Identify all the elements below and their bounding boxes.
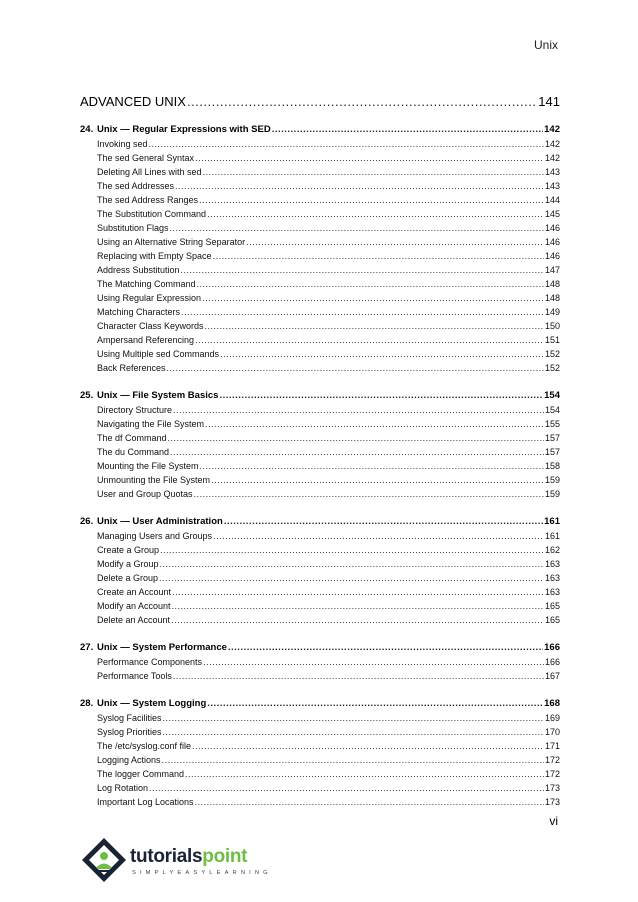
chapter-title: Unix — File System Basics — [97, 390, 219, 401]
chapter-heading[interactable] — [80, 641, 560, 655]
dot-leader — [207, 697, 543, 711]
entry-page: 172 — [544, 755, 560, 765]
entry-page: 162 — [544, 545, 560, 555]
chapter-24 — [80, 123, 560, 375]
logo-icon — [78, 834, 130, 890]
dot-leader — [272, 123, 543, 137]
logo-wordmark: tutorialspoint — [130, 846, 248, 867]
entry-page: 151 — [544, 335, 560, 345]
entry-title: The sed General Syntax — [97, 153, 195, 163]
toc-entry[interactable] — [80, 305, 560, 319]
toc-entry[interactable] — [80, 165, 560, 179]
toc-entry[interactable] — [80, 263, 560, 277]
chapter-26 — [80, 515, 560, 627]
dot-leader — [205, 417, 544, 431]
dot-leader — [163, 711, 544, 725]
entry-title: Syslog Priorities — [97, 727, 162, 737]
entry-page: 142 — [544, 139, 560, 149]
dot-leader — [219, 389, 543, 403]
entry-title: The sed Addresses — [97, 181, 175, 191]
entry-page: 165 — [544, 615, 560, 625]
toc-entry[interactable] — [80, 291, 560, 305]
entry-page: 152 — [544, 363, 560, 373]
toc-entry[interactable] — [80, 445, 560, 459]
entry-title: The sed Address Ranges — [97, 195, 199, 205]
dot-leader — [213, 529, 544, 543]
dot-leader — [195, 795, 544, 809]
toc-entry[interactable] — [80, 767, 560, 781]
entry-title: Logging Actions — [97, 755, 161, 765]
entry-page: 146 — [544, 223, 560, 233]
dot-leader — [168, 431, 544, 445]
dot-leader — [172, 599, 544, 613]
entry-page: 145 — [544, 209, 560, 219]
table-of-contents — [80, 123, 560, 823]
entry-title: The du Command — [97, 447, 170, 457]
entry-title: Navigating the File System — [97, 419, 205, 429]
entry-title: Character Class Keywords — [97, 321, 204, 331]
entry-title: Substitution Flags — [97, 223, 169, 233]
dot-leader — [172, 585, 544, 599]
dot-leader — [195, 333, 544, 347]
chapter-title: Unix — System Performance — [97, 642, 227, 653]
entry-title: Syslog Facilities — [97, 713, 162, 723]
dot-leader — [160, 557, 544, 571]
toc-entry[interactable] — [80, 277, 560, 291]
dot-leader — [197, 277, 544, 291]
chapter-title: Unix — User Administration — [97, 516, 223, 527]
entry-title: Using an Alternative String Separator — [97, 237, 246, 247]
dot-leader — [205, 319, 544, 333]
entry-page: 158 — [544, 461, 560, 471]
entry-page: 159 — [544, 489, 560, 499]
dot-leader — [181, 263, 544, 277]
chapter-page: 142 — [544, 124, 560, 135]
entry-page: 167 — [544, 671, 560, 681]
entry-title: Replacing with Empty Space — [97, 251, 212, 261]
part-heading[interactable] — [80, 94, 560, 109]
dot-leader — [194, 487, 544, 501]
chapter-27 — [80, 641, 560, 683]
entry-page: 149 — [544, 307, 560, 317]
toc-entry[interactable] — [80, 221, 560, 235]
toc-entry[interactable] — [80, 361, 560, 375]
toc-entry[interactable] — [80, 795, 560, 809]
chapter-28 — [80, 697, 560, 809]
entry-title: Important Log Locations — [97, 797, 194, 807]
entry-title: Managing Users and Groups — [97, 531, 213, 541]
dot-leader — [246, 235, 544, 249]
toc-entry[interactable] — [80, 179, 560, 193]
dot-leader — [202, 291, 544, 305]
entry-title: Modify a Group — [97, 559, 159, 569]
entry-page: 148 — [544, 279, 560, 289]
entry-page: 142 — [544, 153, 560, 163]
entry-title: Address Substitution — [97, 265, 180, 275]
dot-leader — [160, 543, 544, 557]
dot-leader — [220, 347, 544, 361]
dot-leader — [187, 94, 537, 109]
entry-title: Delete a Group — [97, 573, 159, 583]
entry-page: 173 — [544, 797, 560, 807]
chapter-heading[interactable] — [80, 697, 560, 711]
entry-page: 144 — [544, 195, 560, 205]
entry-title: Log Rotation — [97, 783, 149, 793]
toc-entry[interactable] — [80, 487, 560, 501]
toc-entry[interactable] — [80, 711, 560, 725]
chapter-heading[interactable] — [80, 123, 560, 137]
entry-title: The /etc/syslog.conf file — [97, 741, 192, 751]
entry-page: 146 — [544, 237, 560, 247]
entry-title: The Matching Command — [97, 279, 196, 289]
entry-page: 159 — [544, 475, 560, 485]
entry-page: 143 — [544, 181, 560, 191]
entry-title: Using Regular Expression — [97, 293, 202, 303]
tutorialspoint-logo — [78, 834, 278, 890]
entry-page: 146 — [544, 251, 560, 261]
chapter-heading[interactable] — [80, 515, 560, 529]
dot-leader — [195, 151, 544, 165]
toc-entry[interactable] — [80, 249, 560, 263]
dot-leader — [199, 193, 544, 207]
chapter-number: 24. — [80, 124, 94, 135]
dot-leader — [192, 739, 544, 753]
entry-page: 155 — [544, 419, 560, 429]
toc-entry[interactable] — [80, 137, 560, 151]
entry-title: Using Multiple sed Commands — [97, 349, 220, 359]
toc-entry[interactable] — [80, 403, 560, 417]
entry-title: Performance Tools — [97, 671, 172, 681]
entry-page: 169 — [544, 713, 560, 723]
toc-entry[interactable] — [80, 347, 560, 361]
toc-entry[interactable] — [80, 459, 560, 473]
dot-leader — [173, 403, 544, 417]
dot-leader — [167, 361, 544, 375]
dot-leader — [224, 515, 543, 529]
toc-entry[interactable] — [80, 431, 560, 445]
dot-leader — [213, 249, 544, 263]
toc-entry[interactable] — [80, 599, 560, 613]
toc-entry[interactable] — [80, 585, 560, 599]
running-header: Unix — [533, 38, 558, 52]
entry-title: Mounting the File System — [97, 461, 199, 471]
part-page: 141 — [538, 94, 560, 109]
toc-entry[interactable] — [80, 333, 560, 347]
dot-leader — [211, 473, 544, 487]
entry-page: 148 — [544, 293, 560, 303]
chapter-heading[interactable] — [80, 389, 560, 403]
entry-page: 172 — [544, 769, 560, 779]
dot-leader — [185, 767, 544, 781]
dot-leader — [162, 753, 544, 767]
chapter-page: 168 — [544, 698, 560, 709]
chapter-title: Unix — System Logging — [97, 698, 207, 709]
entry-page: 163 — [544, 559, 560, 569]
toc-entry[interactable] — [80, 753, 560, 767]
entry-title: User and Group Quotas — [97, 489, 193, 499]
chapter-page: 154 — [544, 390, 560, 401]
dot-leader — [170, 445, 544, 459]
entry-page: 150 — [544, 321, 560, 331]
entry-title: The df Command — [97, 433, 167, 443]
entry-title: Invoking sed — [97, 139, 148, 149]
entry-page: 173 — [544, 783, 560, 793]
dot-leader — [228, 641, 543, 655]
entry-title: Performance Components — [97, 657, 203, 667]
toc-entry[interactable] — [80, 193, 560, 207]
entry-title: Directory Structure — [97, 405, 173, 415]
entry-page: 152 — [544, 349, 560, 359]
chapter-number: 26. — [80, 516, 94, 527]
dot-leader — [207, 207, 544, 221]
dot-leader — [149, 781, 544, 795]
toc-entry[interactable] — [80, 557, 560, 571]
logo-tagline: SIMPLYEASYLEARNING — [132, 870, 272, 876]
toc-entry[interactable] — [80, 725, 560, 739]
toc-entry[interactable] — [80, 207, 560, 221]
dot-leader — [149, 137, 544, 151]
toc-entry[interactable] — [80, 739, 560, 753]
entry-page: 147 — [544, 265, 560, 275]
entry-page: 170 — [544, 727, 560, 737]
chapter-page: 166 — [544, 642, 560, 653]
toc-entry[interactable] — [80, 473, 560, 487]
entry-page: 157 — [544, 433, 560, 443]
entry-title: Create a Group — [97, 545, 160, 555]
toc-entry[interactable] — [80, 781, 560, 795]
part-title: ADVANCED UNIX — [80, 94, 186, 109]
chapter-number: 27. — [80, 642, 94, 653]
chapter-25 — [80, 389, 560, 501]
toc-entry[interactable] — [80, 235, 560, 249]
entry-title: Delete an Account — [97, 615, 171, 625]
entry-title: Ampersand Referencing — [97, 335, 195, 345]
dot-leader — [173, 669, 544, 683]
toc-entry[interactable] — [80, 529, 560, 543]
entry-page: 161 — [544, 531, 560, 541]
entry-title: Back References — [97, 363, 166, 373]
chapter-title: Unix — Regular Expressions with SED — [97, 124, 271, 135]
chapter-page: 161 — [544, 516, 560, 527]
toc-entry[interactable] — [80, 613, 560, 627]
entry-title: The Substitution Command — [97, 209, 207, 219]
chapter-number: 25. — [80, 390, 94, 401]
dot-leader — [170, 221, 544, 235]
dot-leader — [163, 725, 544, 739]
toc-entry[interactable] — [80, 543, 560, 557]
toc-entry[interactable] — [80, 669, 560, 683]
dot-leader — [203, 655, 544, 669]
toc-entry[interactable] — [80, 319, 560, 333]
entry-title: Create an Account — [97, 587, 172, 597]
dot-leader — [200, 459, 544, 473]
toc-entry[interactable] — [80, 571, 560, 585]
entry-page: 166 — [544, 657, 560, 667]
dot-leader — [181, 305, 544, 319]
entry-page: 163 — [544, 573, 560, 583]
toc-entry[interactable] — [80, 655, 560, 669]
chapter-number: 28. — [80, 698, 94, 709]
toc-entry[interactable] — [80, 417, 560, 431]
entry-title: Modify an Account — [97, 601, 171, 611]
entry-page: 154 — [544, 405, 560, 415]
entry-page: 163 — [544, 587, 560, 597]
entry-page: 165 — [544, 601, 560, 611]
entry-title: Matching Characters — [97, 307, 181, 317]
dot-leader — [203, 165, 544, 179]
entry-page: 171 — [544, 741, 560, 751]
entry-title: Unmounting the File System — [97, 475, 211, 485]
toc-entry[interactable] — [80, 151, 560, 165]
entry-title: The logger Command — [97, 769, 185, 779]
entry-title: Deleting All Lines with sed — [97, 167, 202, 177]
dot-leader — [159, 571, 544, 585]
entry-page: 157 — [544, 447, 560, 457]
dot-leader — [175, 179, 544, 193]
entry-page: 143 — [544, 167, 560, 177]
dot-leader — [171, 613, 544, 627]
page-number: vi — [549, 814, 558, 828]
